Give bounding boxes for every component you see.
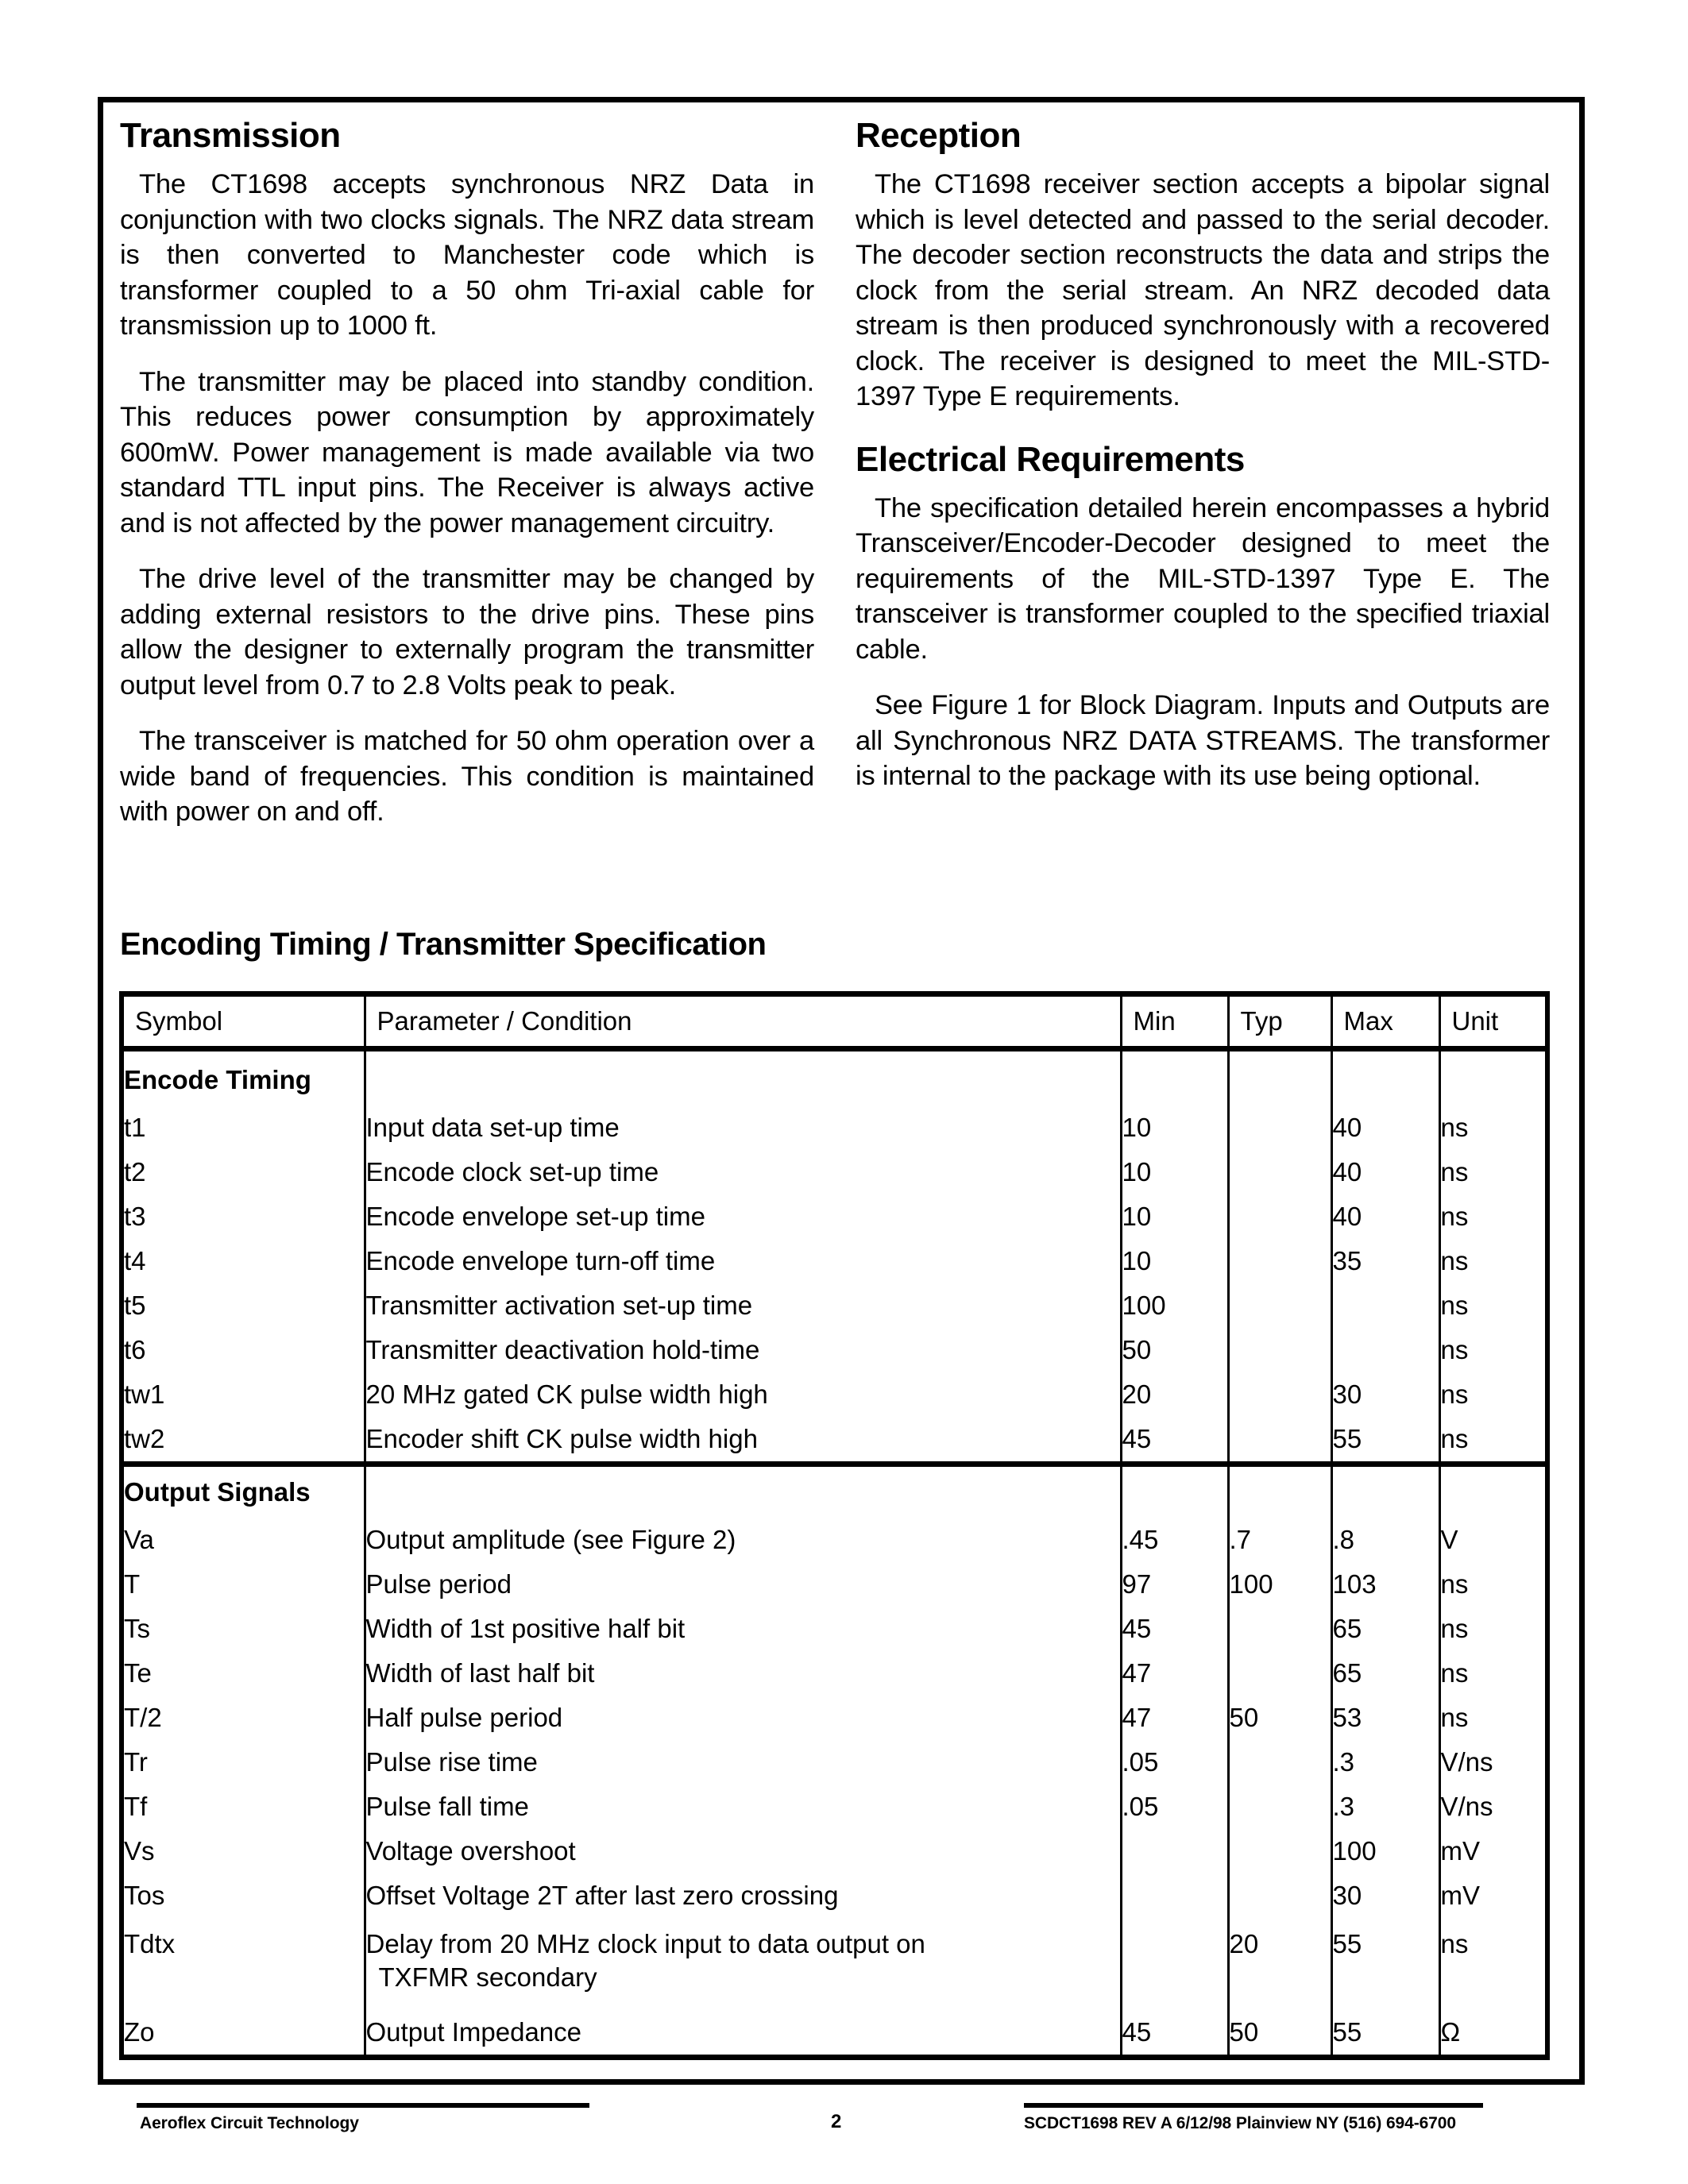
table-header-row	[122, 994, 1547, 1049]
cell-typ: 50	[1228, 2010, 1331, 2058]
cell-unit: ns	[1439, 1150, 1547, 1194]
transmission-paragraph-4: The transceiver is matched for 50 ohm operation over a wide band of frequencies. This condition is maintained with power on and off.	[120, 726, 814, 828]
cell-parameter: 20 MHz gated CK pulse width high	[365, 1372, 1121, 1417]
table-row	[122, 1918, 1547, 2010]
cell-parameter: Encode envelope turn-off time	[365, 1239, 1121, 1283]
table-row	[122, 1417, 1547, 1464]
cell-min: 10	[1121, 1106, 1228, 1150]
cell-min: 47	[1121, 1651, 1228, 1696]
footer-rule-right	[1024, 2103, 1483, 2108]
cell-typ: 100	[1228, 1562, 1331, 1607]
cell-parameter: Transmitter deactivation hold-time	[365, 1328, 1121, 1372]
cell-typ	[1228, 1651, 1331, 1696]
table-row	[122, 1518, 1547, 1562]
cell-min: 45	[1121, 1607, 1228, 1651]
table-row	[122, 1829, 1547, 1873]
reception-paragraph-1: The CT1698 receiver section accepts a bipolar signal which is level detected and passed to the serial decoder. The decoder section reconstructs the data and strips the clock from the serial stream. An NRZ decoded data stream is then produced synchronously with a recovered clock. The receiver is designed to meet the MIL-STD-1397 Type E requirements.	[856, 169, 1550, 412]
column-header-typ: Typ	[1228, 994, 1331, 1049]
cell-parameter-line2: TXFMR secondary	[378, 1962, 597, 1993]
cell-unit: V	[1439, 1518, 1547, 1562]
group-header-row	[122, 1049, 1547, 1106]
cell-unit: ns	[1439, 1696, 1547, 1740]
cell-symbol: T	[122, 1562, 365, 1607]
group-blank-parameter	[365, 1464, 1121, 1518]
table-row	[122, 1283, 1547, 1328]
electrical-paragraph-2: See Figure 1 for Block Diagram. Inputs and Outputs are all Synchronous NRZ DATA STREAMS. The transformer is internal to the package with its use being optional.	[856, 690, 1550, 792]
cell-typ	[1228, 1417, 1331, 1464]
cell-parameter: Width of last half bit	[365, 1651, 1121, 1696]
cell-max: .3	[1331, 1785, 1439, 1829]
group-header-row	[122, 1464, 1547, 1518]
cell-symbol: T/2	[122, 1696, 365, 1740]
column-header-unit: Unit	[1439, 994, 1547, 1049]
group-blank-unit	[1439, 1464, 1547, 1518]
cell-max: 100	[1331, 1829, 1439, 1873]
cell-unit: ns	[1439, 1918, 1547, 2010]
cell-parameter: Voltage overshoot	[365, 1829, 1121, 1873]
transmission-paragraph-1: The CT1698 accepts synchronous NRZ Data in conjunction with two clocks signals. The NRZ data stream is then converted to Manchester code which is transformer coupled to a 50 ohm Tri-axial cable for transmission up to 1000 ft.	[120, 169, 814, 341]
cell-typ: .7	[1228, 1518, 1331, 1562]
cell-typ	[1228, 1106, 1331, 1150]
group-blank-typ	[1228, 1464, 1331, 1518]
table-row	[122, 1562, 1547, 1607]
cell-min: 10	[1121, 1150, 1228, 1194]
cell-parameter: Offset Voltage 2T after last zero crossing	[365, 1873, 1121, 1918]
cell-min: 20	[1121, 1372, 1228, 1417]
cell-max: 30	[1331, 1873, 1439, 1918]
group-label-encode-timing: Encode Timing	[122, 1049, 365, 1106]
cell-min	[1121, 1918, 1228, 2010]
table-row	[122, 1372, 1547, 1417]
cell-symbol: t5	[122, 1283, 365, 1328]
left-column	[120, 118, 814, 830]
cell-unit: mV	[1439, 1873, 1547, 1918]
cell-unit: Ω	[1439, 2010, 1547, 2058]
cell-min: .05	[1121, 1785, 1228, 1829]
cell-symbol: tw2	[122, 1417, 365, 1464]
column-header-min: Min	[1121, 994, 1228, 1049]
cell-min: 45	[1121, 1417, 1228, 1464]
cell-unit: V/ns	[1439, 1785, 1547, 1829]
footer-rule-left	[137, 2103, 589, 2108]
cell-parameter: Half pulse period	[365, 1696, 1121, 1740]
table-row	[122, 1651, 1547, 1696]
table-row	[122, 1150, 1547, 1194]
cell-parameter: Pulse fall time	[365, 1785, 1121, 1829]
cell-unit: ns	[1439, 1372, 1547, 1417]
cell-max: 53	[1331, 1696, 1439, 1740]
table-row	[122, 1785, 1547, 1829]
group-blank-typ	[1228, 1049, 1331, 1106]
cell-max: 30	[1331, 1372, 1439, 1417]
cell-unit: ns	[1439, 1106, 1547, 1150]
cell-unit: ns	[1439, 1239, 1547, 1283]
cell-symbol: tw1	[122, 1372, 365, 1417]
cell-min	[1121, 1873, 1228, 1918]
electrical-paragraph-1: The specification detailed herein encompasses a hybrid Transceiver/Encoder-Decoder designed to meet the requirements of the MIL-STD-1397 Type E. The transceiver is transformer coupled to the specified triaxial cable.	[856, 492, 1550, 665]
cell-max: 55	[1331, 2010, 1439, 2058]
page-footer	[0, 2103, 1688, 2159]
footer-document-id: SCDCT1698 REV A 6/12/98 Plainview NY (516) 694-6700	[1024, 2114, 1456, 2132]
cell-min: .45	[1121, 1518, 1228, 1562]
cell-max: .8	[1331, 1518, 1439, 1562]
cell-min: 100	[1121, 1283, 1228, 1328]
cell-min: 10	[1121, 1239, 1228, 1283]
cell-parameter-line1: Delay from 20 MHz clock input to data output on	[365, 1929, 925, 1958]
cell-symbol: t1	[122, 1106, 365, 1150]
cell-max: 40	[1331, 1106, 1439, 1150]
cell-parameter: Output Impedance	[365, 2010, 1121, 2058]
cell-parameter: Pulse period	[365, 1562, 1121, 1607]
cell-max	[1331, 1328, 1439, 1372]
heading-transmission: Transmission	[120, 116, 341, 155]
cell-typ	[1228, 1328, 1331, 1372]
encoding-timing-spec-table	[119, 991, 1550, 2060]
cell-unit: ns	[1439, 1283, 1547, 1328]
heading-reception: Reception	[856, 116, 1022, 155]
cell-parameter: Encode envelope set-up time	[365, 1194, 1121, 1239]
group-blank-min	[1121, 1464, 1228, 1518]
cell-min: 45	[1121, 2010, 1228, 2058]
cell-parameter: Encode clock set-up time	[365, 1150, 1121, 1194]
table-row	[122, 1607, 1547, 1651]
cell-typ	[1228, 1283, 1331, 1328]
footer-page-number: 2	[831, 2111, 842, 2132]
cell-max: 55	[1331, 1417, 1439, 1464]
column-header-max: Max	[1331, 994, 1439, 1049]
right-column	[856, 118, 1550, 830]
table-row	[122, 1873, 1547, 1918]
cell-symbol: Tf	[122, 1785, 365, 1829]
cell-symbol: t4	[122, 1239, 365, 1283]
cell-symbol: Tdtx	[122, 1918, 365, 2010]
cell-unit: ns	[1439, 1607, 1547, 1651]
cell-typ	[1228, 1829, 1331, 1873]
cell-typ	[1228, 1150, 1331, 1194]
table-row	[122, 1696, 1547, 1740]
cell-parameter: Encoder shift CK pulse width high	[365, 1417, 1121, 1464]
cell-max: 65	[1331, 1607, 1439, 1651]
cell-max: .3	[1331, 1740, 1439, 1785]
cell-typ: 50	[1228, 1696, 1331, 1740]
transmission-paragraph-2: The transmitter may be placed into standby condition. This reduces power consumption by approximately 600mW. Power management is made available via two standard TTL input pins. The Receiver is always active and is not affected by the power management circuitry.	[120, 366, 814, 538]
cell-typ	[1228, 1607, 1331, 1651]
cell-typ: 20	[1228, 1918, 1331, 2010]
table-row	[122, 1106, 1547, 1150]
cell-symbol: Va	[122, 1518, 365, 1562]
cell-min: 10	[1121, 1194, 1228, 1239]
cell-min	[1121, 1829, 1228, 1873]
page-content	[120, 118, 1566, 830]
group-blank-max	[1331, 1049, 1439, 1106]
column-header-parameter: Parameter / Condition	[365, 994, 1121, 1049]
cell-symbol: Vs	[122, 1829, 365, 1873]
cell-max	[1331, 1283, 1439, 1328]
spec-table-title: Encoding Timing / Transmitter Specification	[120, 927, 767, 962]
cell-parameter: Output amplitude (see Figure 2)	[365, 1518, 1121, 1562]
cell-min: 50	[1121, 1328, 1228, 1372]
cell-unit: ns	[1439, 1417, 1547, 1464]
cell-min: 47	[1121, 1696, 1228, 1740]
table-row	[122, 1740, 1547, 1785]
table-row	[122, 1328, 1547, 1372]
footer-company-name: Aeroflex Circuit Technology	[140, 2114, 359, 2132]
cell-symbol: Te	[122, 1651, 365, 1696]
cell-parameter	[365, 1918, 1121, 2010]
cell-symbol: t2	[122, 1150, 365, 1194]
cell-symbol: Tr	[122, 1740, 365, 1785]
group-blank-unit	[1439, 1049, 1547, 1106]
table-row	[122, 1194, 1547, 1239]
cell-max: 40	[1331, 1194, 1439, 1239]
cell-parameter: Transmitter activation set-up time	[365, 1283, 1121, 1328]
cell-max: 65	[1331, 1651, 1439, 1696]
table-body	[122, 1049, 1547, 2058]
heading-electrical-requirements: Electrical Requirements	[856, 439, 1245, 479]
cell-unit: ns	[1439, 1562, 1547, 1607]
cell-typ	[1228, 1740, 1331, 1785]
cell-unit: mV	[1439, 1829, 1547, 1873]
cell-parameter: Width of 1st positive half bit	[365, 1607, 1121, 1651]
table-row	[122, 2010, 1547, 2058]
cell-typ	[1228, 1785, 1331, 1829]
cell-unit: ns	[1439, 1328, 1547, 1372]
cell-parameter: Pulse rise time	[365, 1740, 1121, 1785]
group-blank-parameter	[365, 1049, 1121, 1106]
cell-parameter: Input data set-up time	[365, 1106, 1121, 1150]
cell-typ	[1228, 1194, 1331, 1239]
cell-symbol: Tos	[122, 1873, 365, 1918]
cell-min: .05	[1121, 1740, 1228, 1785]
transmission-paragraph-3: The drive level of the transmitter may be changed by adding external resistors to the drive pins. These pins allow the designer to externally program the transmitter output level from 0.7 to 2.8 Volts peak to peak.	[120, 564, 814, 700]
cell-max: 55	[1331, 1918, 1439, 2010]
cell-symbol: Ts	[122, 1607, 365, 1651]
cell-typ	[1228, 1239, 1331, 1283]
cell-typ	[1228, 1372, 1331, 1417]
cell-typ	[1228, 1873, 1331, 1918]
cell-max: 35	[1331, 1239, 1439, 1283]
cell-symbol: t6	[122, 1328, 365, 1372]
column-header-symbol: Symbol	[122, 994, 365, 1049]
cell-max: 40	[1331, 1150, 1439, 1194]
cell-unit: ns	[1439, 1651, 1547, 1696]
cell-max: 103	[1331, 1562, 1439, 1607]
table-row	[122, 1239, 1547, 1283]
cell-min: 97	[1121, 1562, 1228, 1607]
group-blank-min	[1121, 1049, 1228, 1106]
group-blank-max	[1331, 1464, 1439, 1518]
cell-unit: V/ns	[1439, 1740, 1547, 1785]
group-label-output-signals: Output Signals	[122, 1464, 365, 1518]
cell-unit: ns	[1439, 1194, 1547, 1239]
cell-symbol: t3	[122, 1194, 365, 1239]
cell-symbol: Zo	[122, 2010, 365, 2058]
two-column-layout	[120, 118, 1550, 830]
